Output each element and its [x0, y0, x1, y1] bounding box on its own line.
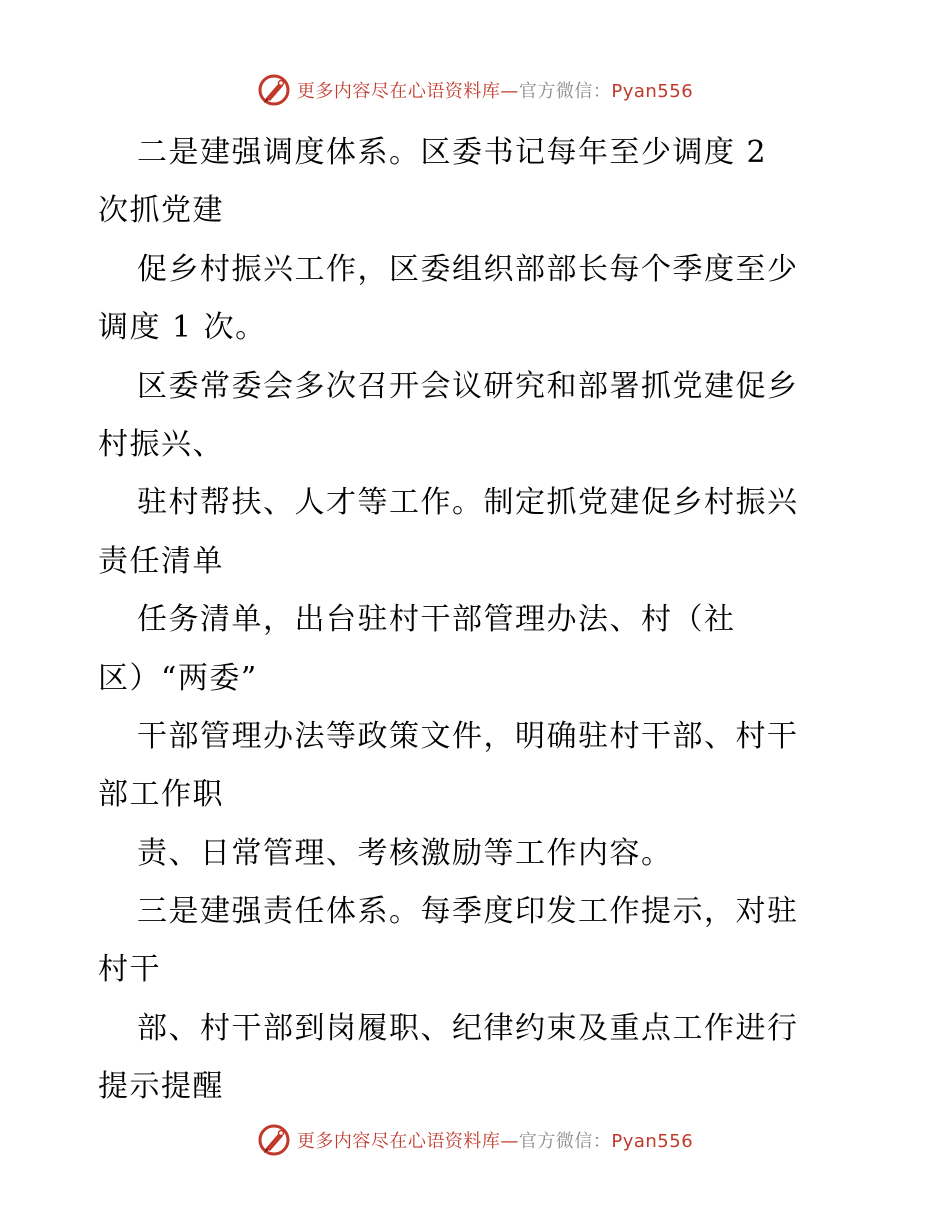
footer-wechat-id: Pyan556 [611, 1131, 694, 1152]
footer-banner [0, 1120, 950, 1160]
header-separator: — [500, 81, 519, 102]
body-line-2: 次抓党建 [98, 193, 224, 229]
body-line-6: 村振兴、 [98, 426, 224, 462]
body-line-10: 区）“两委” [98, 660, 258, 696]
footer-brand-text: 更多内容尽在心语资料库 [296, 1131, 501, 1152]
body-line-13: 责、日常管理、考核激励等工作内容。 [137, 835, 673, 871]
body-line-12: 部工作职 [98, 777, 224, 813]
body-line-8: 责任清单 [98, 543, 224, 579]
footer-wechat-label: 官方微信： [518, 1131, 612, 1152]
pen-logo-icon [257, 1123, 291, 1157]
footer-banner-content [257, 1123, 693, 1157]
body-line-16: 部、村干部到岗履职、纪律约束及重点工作进行 [137, 1010, 799, 1046]
body-line-14: 三是建强责任体系。每季度印发工作提示，对驻 [137, 894, 799, 930]
footer-separator: — [500, 1131, 519, 1152]
header-banner-content [257, 73, 693, 107]
header-banner [0, 70, 950, 110]
header-brand-text: 更多内容尽在心语资料库 [296, 81, 501, 102]
header-wechat-label: 官方微信： [518, 81, 612, 102]
header-banner-text [297, 77, 693, 103]
pen-logo-icon [257, 73, 291, 107]
body-line-17: 提示提醒 [98, 1069, 224, 1105]
body-line-3: 促乡村振兴工作，区委组织部部长每个季度至少 [137, 251, 799, 287]
header-wechat-id: Pyan556 [611, 81, 694, 102]
body-line-4: 调度 1 次。 [98, 310, 267, 346]
body-line-9: 任务清单，出台驻村干部管理办法、村（社 [137, 602, 736, 638]
body-line-7: 驻村帮扶、人才等工作。制定抓党建促乡村振兴 [137, 485, 799, 521]
body-line-1: 二是建强调度体系。区委书记每年至少调度 2 [137, 135, 768, 170]
body-line-5: 区委常委会多次召开会议研究和部署抓党建促乡 [137, 368, 799, 404]
body-line-15: 村干 [98, 952, 161, 988]
body-line-11: 干部管理办法等政策文件，明确驻村干部、村干 [137, 718, 799, 754]
footer-banner-text [297, 1127, 693, 1153]
document-body [98, 124, 858, 1117]
